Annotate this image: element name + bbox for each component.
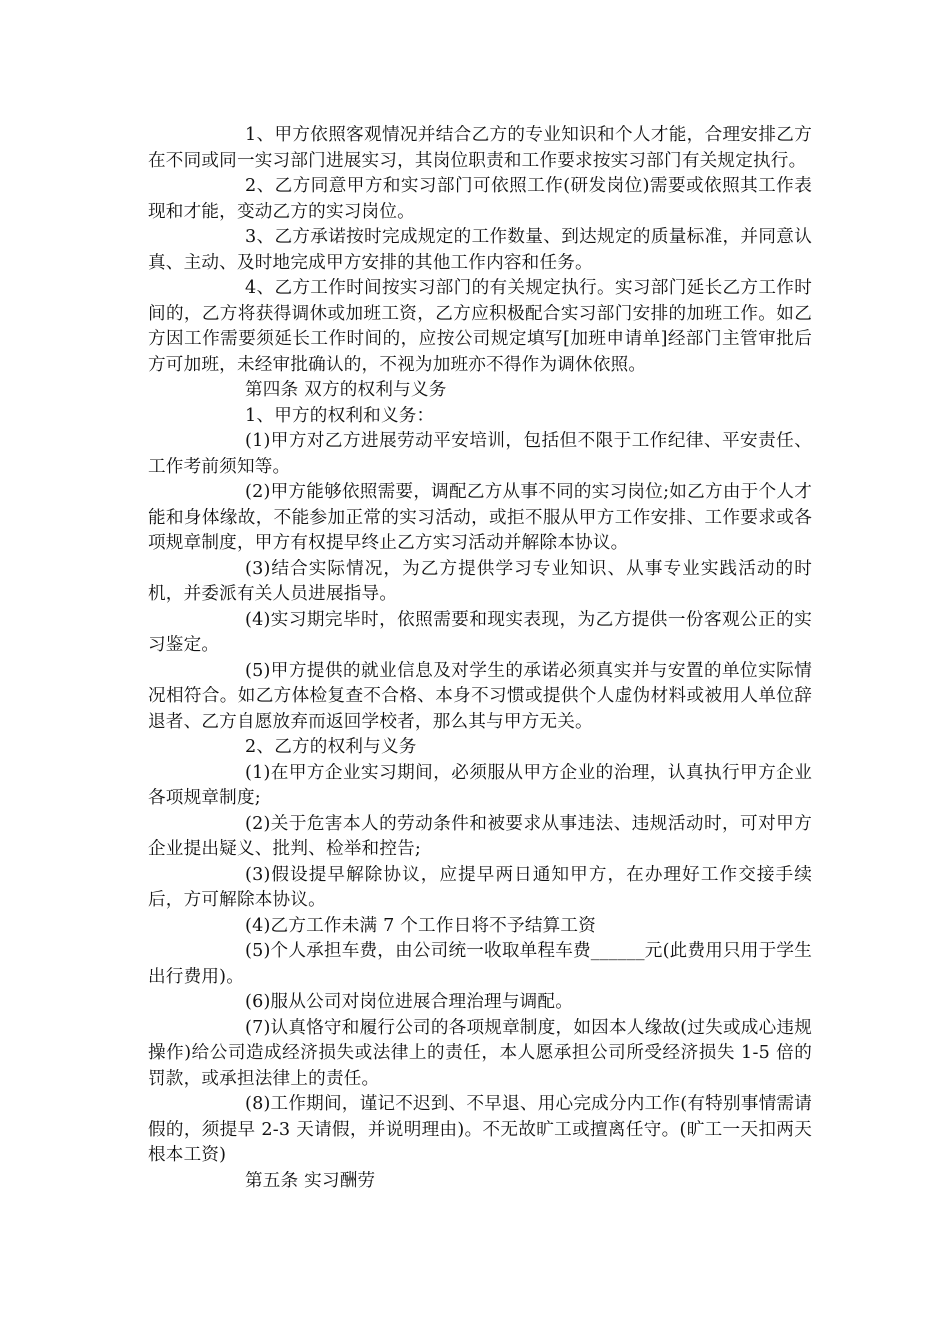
- party-b-item-2: (2)关于危害本人的劳动条件和被要求从事违法、违规活动时，可对甲方企业提出疑义、批判、检举和控告;: [148, 813, 812, 859]
- article-5-heading: 第五条 实习酬劳: [245, 1170, 376, 1191]
- clause-3-item-1: 1、甲方依照客观情况并结合乙方的专业知识和个人才能，合理安排乙方在不同或同一实习部门进展实习，其岗位职责和工作要求按实习部门有关规定执行。: [148, 125, 812, 171]
- clause-3-item-4: 4、乙方工作时间按实习部门的有关规定执行。实习部门延长乙方工作时间的，乙方将获得调休或加班工资，乙方应积极配合实习部门安排的加班工作。如乙方因工作需要须延长工作时间的，应按公司规定填写[加班申请单]经部门主管审批后方可加班，未经审批确认的，不视为加班亦不得作为调休依照。: [148, 278, 812, 375]
- party-b-item-3: (3)假设提早解除协议，应提早两日通知甲方，在办理好工作交接手续后，方可解除本协议。: [148, 864, 812, 910]
- party-b-item-8: (8)工作期间，谨记不迟到、不早退、用心完成分内工作(有特别事情需请假的，须提早 2-3 天请假，并说明理由)。不无故旷工或擅离任守。(旷工一天扣两天根本工资): [148, 1094, 812, 1165]
- document-body: [148, 123, 812, 1194]
- party-a-item-5: (5)甲方提供的就业信息及对学生的承诺必须真实并与安置的单位实际情况相符合。如乙方体检复查不合格、本身不习惯或提供个人虚伪材料或被用人单位辞退者、乙方自愿放弃而返回学校者，那么其与甲方无关。: [148, 660, 812, 732]
- party-a-item-2: (2)甲方能够依照需要，调配乙方从事不同的实习岗位;如乙方由于个人才能和身体缘故，不能参加正常的实习活动，或拒不服从甲方工作安排、工作要求或各项规章制度，甲方有权提早终止乙方实习活动并解除本协议。: [148, 482, 812, 553]
- clause-3-item-3: 3、乙方承诺按时完成规定的工作数量、到达规定的质量标准，并同意认真、主动、及时地完成甲方安排的其他工作内容和任务。: [148, 227, 812, 273]
- party-b-item-5: (5)个人承担车费，由公司统一收取单程车费______元(此费用只用于学生出行费用)。: [148, 941, 813, 987]
- party-b-rights-heading: 2、乙方的权利与义务: [245, 737, 417, 757]
- party-b-item-4: (4)乙方工作未满 7 个工作日将不予结算工资: [245, 915, 596, 936]
- party-a-item-3: (3)结合实际情况，为乙方提供学习专业知识、从事专业实践活动的时机，并委派有关人员进展指导。: [148, 558, 812, 604]
- party-b-item-7: (7)认真恪守和履行公司的各项规章制度，如因本人缘故(过失或成心违规操作)给公司造成经济损失或法律上的责任，本人愿承担公司所受经济损失 1-5 倍的罚款，或承担法律上的责任。: [148, 1017, 812, 1089]
- party-a-rights-heading: 1、甲方的权利和义务：: [245, 405, 435, 426]
- party-a-item-1: (1)甲方对乙方进展劳动平安培训，包括但不限于工作纪律、平安责任、工作考前须知等。: [148, 431, 812, 477]
- party-a-item-4: (4)实习期完毕时，依照需要和现实表现，为乙方提供一份客观公正的实习鉴定。: [148, 609, 812, 655]
- clause-3-item-2: 2、乙方同意甲方和实习部门可依照工作(研发岗位)需要或依照其工作表现和才能，变动乙方的实习岗位。: [148, 176, 812, 222]
- party-b-item-1: (1)在甲方企业实习期间，必须服从甲方企业的治理，认真执行甲方企业各项规章制度;: [148, 762, 812, 808]
- party-b-item-6: (6)服从公司对岗位进展合理治理与调配。: [245, 992, 574, 1012]
- article-4-heading: 第四条 双方的权利与义务: [245, 380, 447, 400]
